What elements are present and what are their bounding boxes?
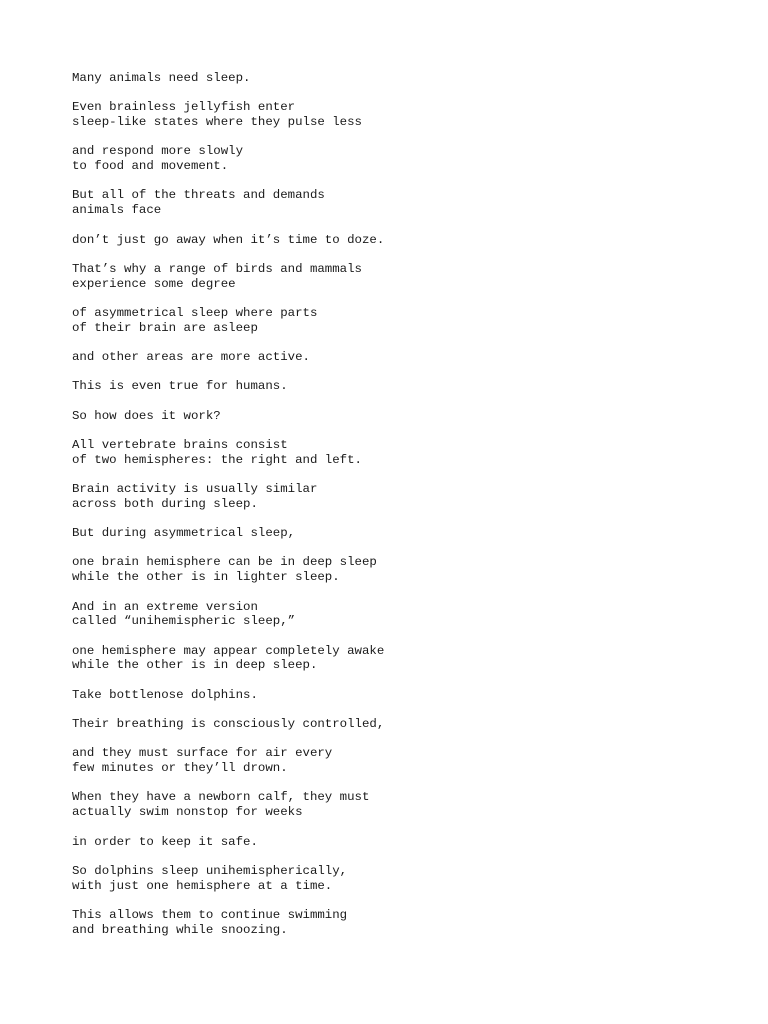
paragraph [72, 306, 712, 336]
text-line: This is even true for humans. [72, 379, 288, 394]
text-line: with just one hemisphere at a time. [72, 878, 333, 893]
paragraph [72, 482, 712, 512]
paragraph [72, 644, 712, 674]
text-line: and respond more slowly [72, 144, 244, 159]
text-line: Many animals need sleep. [72, 71, 251, 85]
text-line: And in an extreme version [72, 599, 258, 614]
text-line: to food and movement. [72, 159, 229, 174]
paragraph [72, 409, 712, 424]
text-line: animals face [72, 203, 162, 218]
text-line: of asymmetrical sleep where parts [72, 305, 318, 320]
paragraph [72, 555, 712, 585]
paragraph [72, 438, 712, 468]
text-line: That’s why a range of birds and mammals [72, 261, 362, 276]
paragraph [72, 188, 712, 218]
text-line: and they must surface for air every [72, 746, 333, 761]
text-line: of two hemispheres: the right and left. [72, 452, 362, 467]
paragraph [72, 350, 712, 365]
paragraph [72, 717, 712, 732]
paragraph [72, 688, 712, 703]
text-line: of their brain are asleep [72, 320, 258, 335]
text-line: and breathing while snoozing. [72, 922, 288, 937]
paragraph [72, 746, 712, 776]
text-line: This allows them to continue swimming [72, 907, 348, 922]
text-line: But during asymmetrical sleep, [72, 526, 296, 541]
paragraph [72, 600, 712, 630]
text-line: But all of the threats and demands [72, 188, 325, 203]
paragraph [72, 144, 712, 174]
text-line: one hemisphere may appear completely awake [72, 643, 385, 658]
document-body [72, 71, 712, 952]
paragraph [72, 233, 712, 248]
text-line: in order to keep it safe. [72, 834, 258, 849]
text-line: across both during sleep. [72, 496, 258, 511]
text-line: When they have a newborn calf, they must [72, 790, 370, 805]
text-line: So dolphins sleep unihemispherically, [72, 863, 348, 878]
text-line: sleep-like states where they pulse less [72, 115, 362, 130]
text-line: Brain activity is usually similar [72, 482, 318, 497]
paragraph [72, 526, 712, 541]
paragraph [72, 379, 712, 394]
text-line: actually swim nonstop for weeks [72, 805, 303, 820]
text-line: few minutes or they’ll drown. [72, 761, 288, 776]
paragraph [72, 100, 712, 130]
text-line: Even brainless jellyfish enter [72, 100, 296, 115]
text-line: while the other is in deep sleep. [72, 658, 318, 673]
paragraph [72, 790, 712, 820]
paragraph [72, 908, 712, 938]
text-line: Their breathing is consciously controlled, [72, 717, 385, 732]
text-line: So how does it work? [72, 408, 221, 423]
text-line: one brain hemisphere can be in deep sleep [72, 555, 377, 570]
text-line: Take bottlenose dolphins. [72, 687, 258, 702]
paragraph [72, 71, 712, 86]
text-line: while the other is in lighter sleep. [72, 570, 340, 585]
text-line: don’t just go away when it’s time to doze. [72, 232, 385, 247]
paragraph [72, 262, 712, 292]
text-line: and other areas are more active. [72, 350, 310, 365]
text-line: experience some degree [72, 276, 236, 291]
text-line: called “unihemispheric sleep,” [72, 614, 296, 629]
paragraph [72, 864, 712, 894]
text-line: All vertebrate brains consist [72, 437, 288, 452]
paragraph [72, 835, 712, 850]
